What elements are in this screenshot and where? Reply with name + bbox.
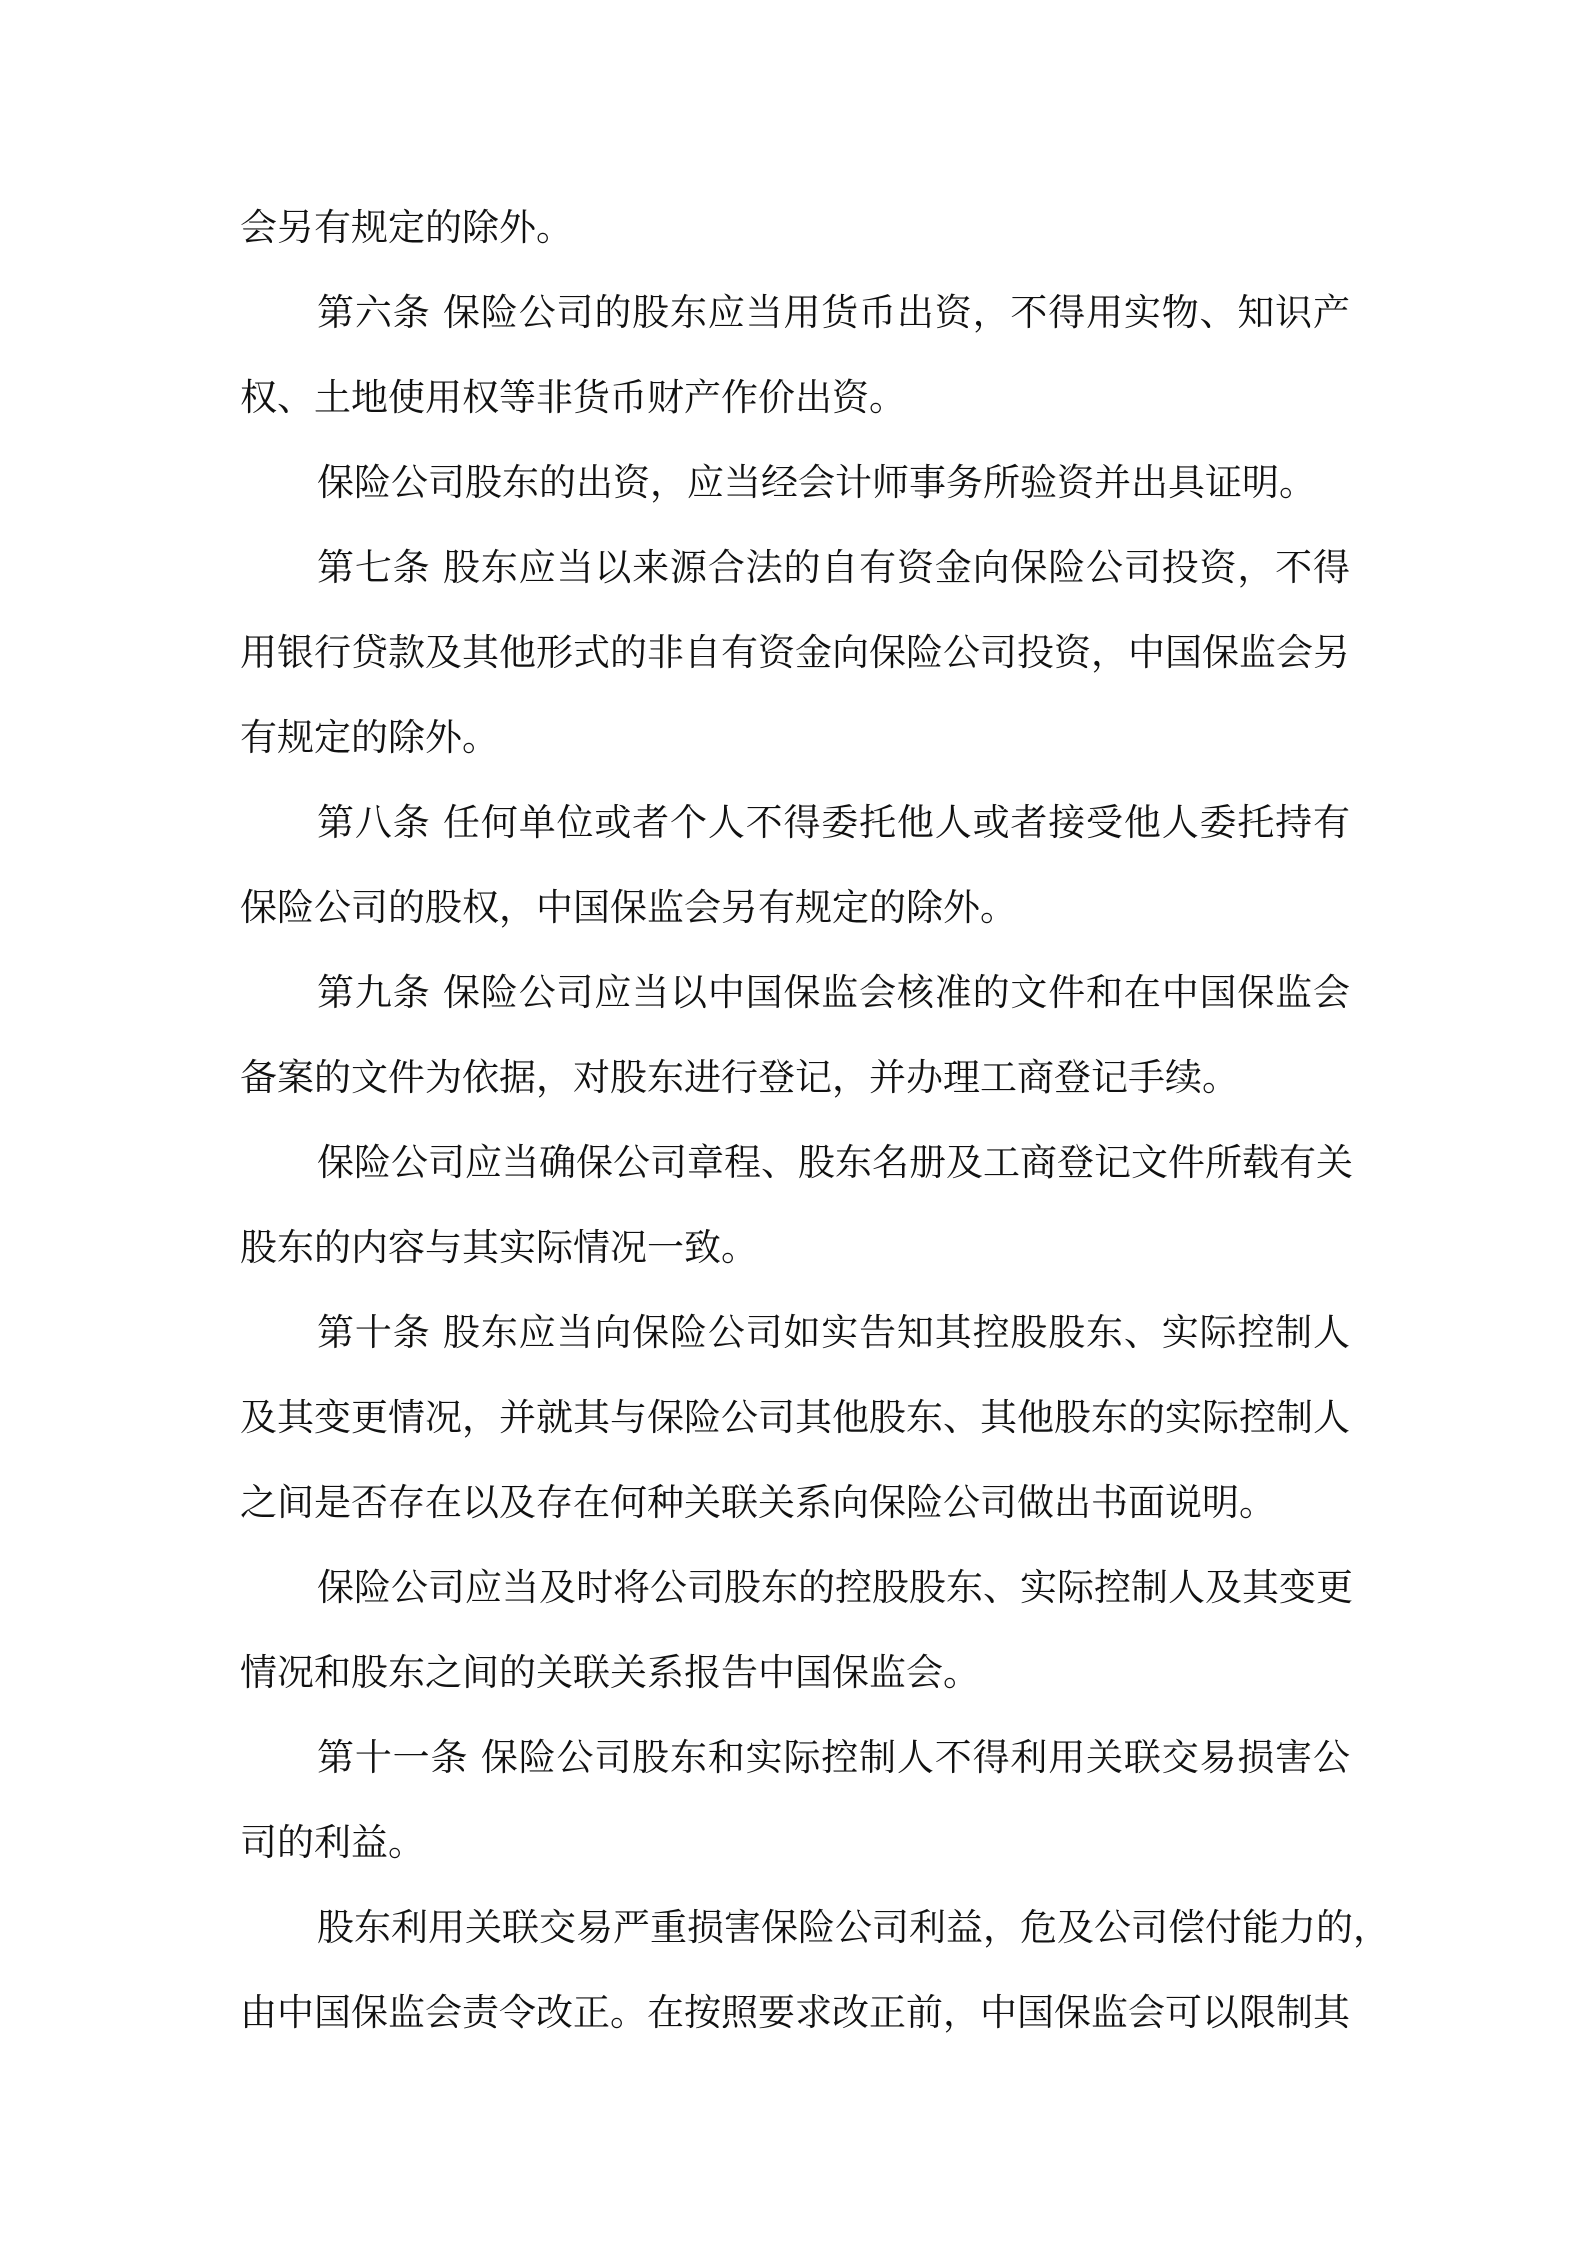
text-line: 有规定的除外。 bbox=[240, 716, 499, 759]
text-line: 股东的内容与其实际情况一致。 bbox=[240, 1226, 758, 1269]
text-line: 保险公司应当确保公司章程、股东名册及工商登记文件所载有关 bbox=[317, 1141, 1353, 1184]
text-line: 及其变更情况，并就其与保险公司其他股东、其他股东的实际控制人 bbox=[240, 1396, 1350, 1439]
text-line: 情况和股东之间的关联关系报告中国保监会。 bbox=[240, 1651, 980, 1694]
text-line: 会另有规定的除外。 bbox=[240, 206, 573, 249]
text-line: 权、土地使用权等非货币财产作价出资。 bbox=[240, 376, 906, 419]
text-line: 之间是否存在以及存在何种关联关系向保险公司做出书面说明。 bbox=[240, 1481, 1276, 1524]
text-line: 保险公司应当及时将公司股东的控股股东、实际控制人及其变更 bbox=[317, 1566, 1353, 1609]
text-line: 第八条 任何单位或者个人不得委托他人或者接受他人委托持有 bbox=[317, 801, 1350, 844]
text-line: 由中国保监会责令改正。在按照要求改正前，中国保监会可以限制其 bbox=[240, 1991, 1350, 2034]
text-line: 保险公司股东的出资，应当经会计师事务所验资并出具证明。 bbox=[317, 461, 1316, 504]
text-line: 第七条 股东应当以来源合法的自有资金向保险公司投资，不得 bbox=[317, 546, 1350, 589]
text-line: 第十条 股东应当向保险公司如实告知其控股股东、实际控制人 bbox=[317, 1311, 1350, 1354]
text-line: 股东利用关联交易严重损害保险公司利益，危及公司偿付能力的， bbox=[317, 1906, 1390, 1949]
text-line: 备案的文件为依据，对股东进行登记，并办理工商登记手续。 bbox=[240, 1056, 1239, 1099]
text-line: 司的利益。 bbox=[240, 1821, 425, 1864]
text-line: 第九条 保险公司应当以中国保监会核准的文件和在中国保监会 bbox=[317, 971, 1350, 1014]
text-line: 第十一条 保险公司股东和实际控制人不得利用关联交易损害公 bbox=[317, 1736, 1350, 1779]
text-line: 用银行贷款及其他形式的非自有资金向保险公司投资，中国保监会另 bbox=[240, 631, 1350, 674]
text-line: 第六条 保险公司的股东应当用货币出资，不得用实物、知识产 bbox=[317, 291, 1350, 334]
text-line: 保险公司的股权，中国保监会另有规定的除外。 bbox=[240, 886, 1017, 929]
